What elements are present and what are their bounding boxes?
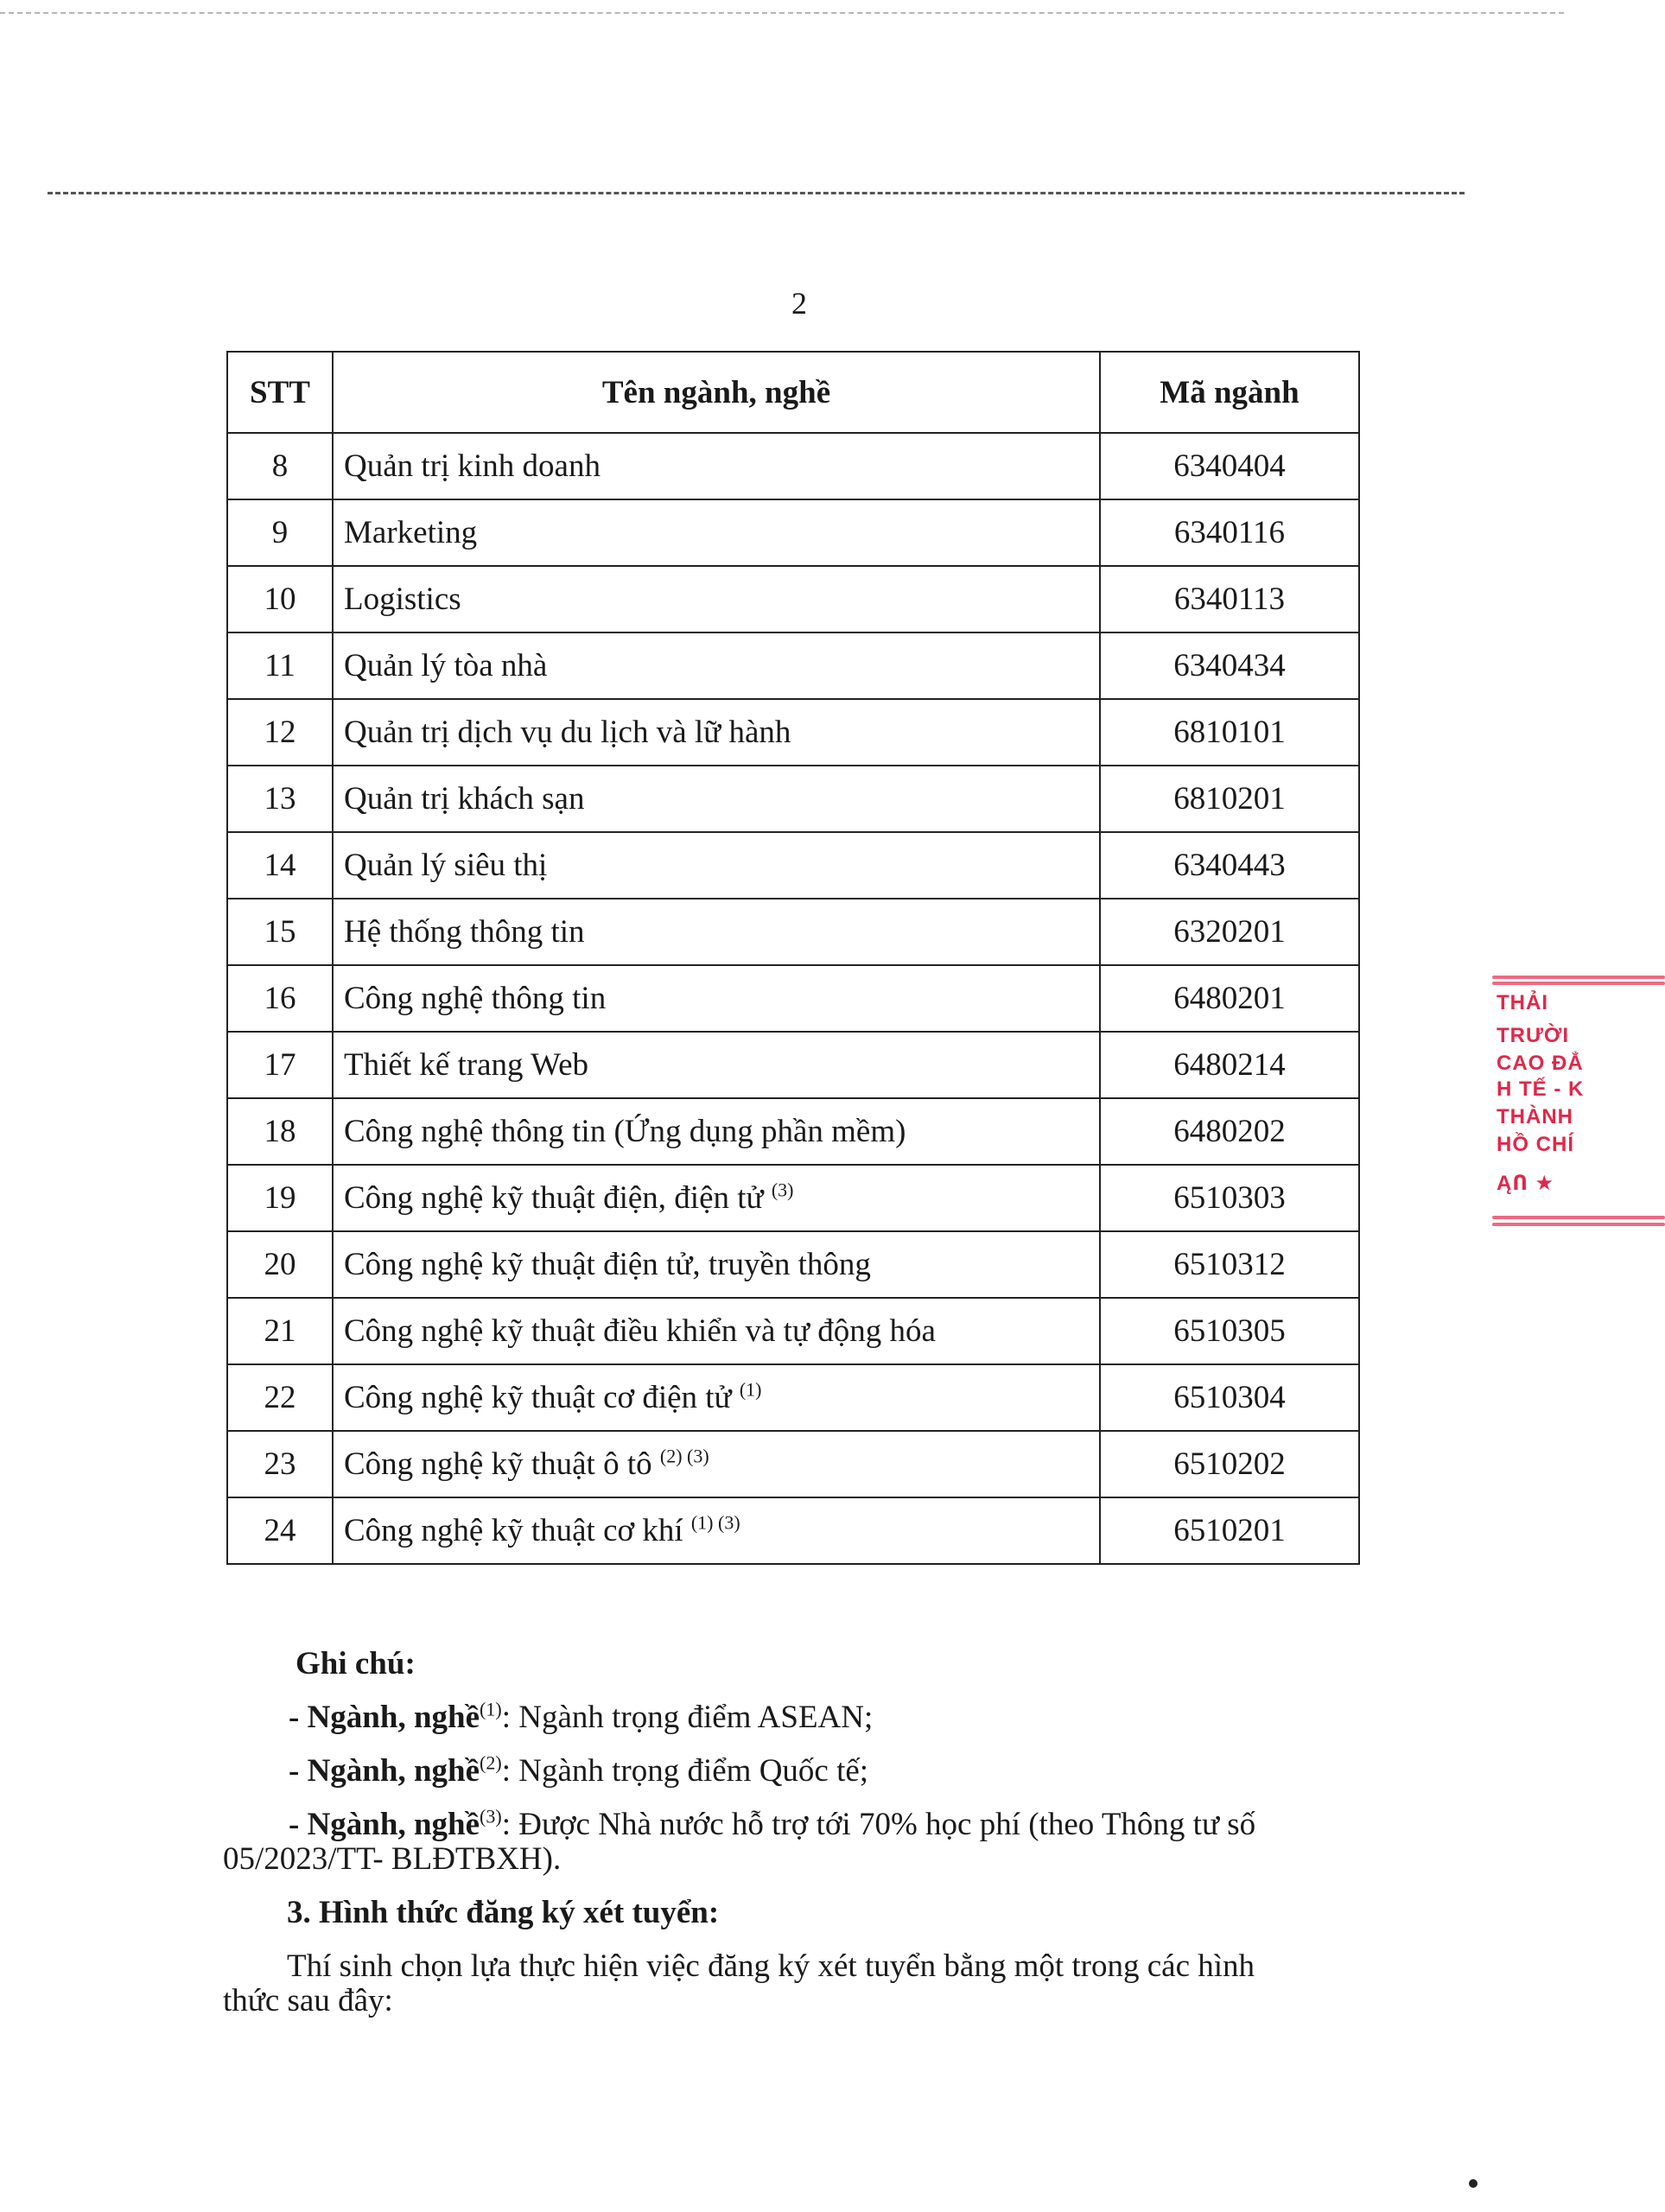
note-text: : Ngành trọng điểm Quốc tế;	[501, 1753, 869, 1789]
table-row	[227, 1231, 1359, 1298]
row-stt	[227, 1032, 333, 1098]
row-code-value: 6480201	[1173, 981, 1286, 1016]
table-row	[227, 433, 1359, 499]
row-name-value: Quản lý tòa nhà	[344, 648, 548, 683]
row-stt-value: 17	[264, 1047, 296, 1083]
table-row	[227, 1165, 1359, 1231]
stamp-text: THÀNH	[1497, 1105, 1573, 1128]
table-row	[227, 1497, 1359, 1564]
row-stt-value: 10	[264, 582, 296, 617]
row-name	[333, 1231, 1100, 1298]
row-footnote-marker: (1) (3)	[690, 1511, 740, 1534]
row-code	[1100, 1032, 1359, 1098]
row-stt-value: 8	[271, 448, 289, 484]
row-name-value: Công nghệ thông tin (Ứng dụng phần mềm)	[344, 1114, 906, 1149]
row-name-value: Công nghệ kỹ thuật điện tử, truyền thông	[344, 1247, 871, 1282]
row-code-value: 6340443	[1173, 848, 1286, 883]
row-stt	[227, 1231, 333, 1298]
row-name-value: Công nghệ kỹ thuật cơ khí	[344, 1513, 683, 1548]
row-stt	[227, 766, 333, 832]
row-stt-value: 16	[264, 981, 296, 1016]
row-stt-value: 9	[271, 515, 289, 550]
row-stt	[227, 499, 333, 566]
table-row	[227, 965, 1359, 1032]
header-stt: STT	[227, 352, 333, 433]
row-code	[1100, 499, 1359, 566]
row-name-value: Logistics	[344, 582, 461, 617]
row-name-value: Quản lý siêu thị	[344, 848, 548, 883]
row-name	[333, 1431, 1100, 1497]
page-number: 2	[791, 286, 807, 321]
stamp-text: TRƯỜI	[1497, 1024, 1570, 1047]
row-name	[333, 566, 1100, 632]
row-code	[1100, 1298, 1359, 1364]
row-name-value: Công nghệ kỹ thuật cơ điện tử	[344, 1380, 732, 1415]
row-code-value: 6340404	[1173, 448, 1286, 484]
row-code	[1100, 766, 1359, 832]
stamp-ring	[1492, 1216, 1665, 1219]
row-stt-value: 22	[264, 1380, 296, 1415]
row-code	[1100, 566, 1359, 632]
row-code-value: 6810201	[1173, 781, 1286, 817]
row-footnote-marker: (1)	[739, 1378, 762, 1401]
note-label: - Ngành, nghề	[289, 1807, 480, 1842]
stamp-text: CAO ĐẲ	[1497, 1052, 1584, 1075]
row-code	[1100, 433, 1359, 499]
table-row	[227, 1431, 1359, 1497]
row-code-value: 6480202	[1173, 1114, 1286, 1149]
row-name-value: Công nghệ kỹ thuật ô tô	[344, 1446, 652, 1482]
row-stt-value: 13	[264, 781, 296, 817]
row-name	[333, 1497, 1100, 1564]
table-row	[227, 832, 1359, 899]
row-name-value: Công nghệ kỹ thuật điện, điện tử	[344, 1180, 764, 1216]
row-code	[1100, 632, 1359, 699]
row-name-value: Quản trị kinh doanh	[344, 448, 601, 484]
note-label: - Ngành, nghề	[289, 1700, 480, 1735]
table-row	[227, 1098, 1359, 1165]
row-code	[1100, 699, 1359, 766]
notes-title: Ghi chú:	[296, 1646, 416, 1681]
table-row	[227, 766, 1359, 832]
note-item-1	[216, 1691, 1339, 1745]
scan-dot	[1469, 2179, 1478, 2188]
note-sup: (3)	[480, 1805, 502, 1827]
row-code-value: 6340116	[1173, 515, 1286, 550]
row-code	[1100, 1431, 1359, 1497]
row-name-value: Quản trị dịch vụ du lịch và lữ hành	[344, 715, 791, 750]
row-code-value: 6510305	[1173, 1313, 1286, 1349]
header-name: Tên ngành, nghề	[333, 352, 1100, 433]
row-stt-value: 18	[264, 1114, 296, 1149]
note-text: : Ngành trọng điểm ASEAN;	[501, 1700, 874, 1735]
row-stt	[227, 899, 333, 965]
row-footnote-marker: (2) (3)	[659, 1445, 709, 1467]
row-code	[1100, 1165, 1359, 1231]
row-name-value: Marketing	[344, 515, 478, 550]
row-code-value: 6510202	[1173, 1446, 1286, 1482]
table-row	[227, 499, 1359, 566]
row-name	[333, 699, 1100, 766]
row-name-value: Công nghệ thông tin	[344, 981, 607, 1016]
row-code	[1100, 832, 1359, 899]
section-paragraph: Thí sinh chọn lựa thực hiện việc đăng ký xét tuyển bằng một trong các hình	[287, 1948, 1255, 1984]
stamp-text: THẢI	[1497, 991, 1548, 1014]
official-stamp	[1476, 972, 1585, 1240]
scan-artifact-line	[48, 192, 1465, 194]
row-name-value: Công nghệ kỹ thuật điều khiển và tự động hóa	[344, 1313, 936, 1349]
row-name	[333, 1298, 1100, 1364]
row-stt-value: 11	[264, 648, 296, 683]
row-stt	[227, 566, 333, 632]
row-stt	[227, 1098, 333, 1165]
table-row	[227, 1032, 1359, 1098]
row-code-value: 6510312	[1173, 1247, 1286, 1282]
row-stt-value: 21	[264, 1313, 296, 1349]
stamp-ring	[1492, 1223, 1665, 1226]
majors-table	[226, 351, 1360, 1565]
row-stt-value: 19	[264, 1180, 296, 1216]
row-stt	[227, 433, 333, 499]
row-name	[333, 1364, 1100, 1431]
row-name	[333, 965, 1100, 1032]
row-stt-value: 12	[264, 715, 296, 750]
table-row	[227, 632, 1359, 699]
row-stt	[227, 965, 333, 1032]
row-code	[1100, 1364, 1359, 1431]
row-footnote-marker: (3)	[771, 1179, 794, 1201]
table-row	[227, 1298, 1359, 1364]
stamp-ring	[1492, 982, 1665, 985]
notes-section	[216, 1637, 1339, 2028]
note-item-2	[216, 1745, 1339, 1798]
row-stt-value: 15	[264, 914, 296, 950]
row-name	[333, 433, 1100, 499]
note-sup: (2)	[480, 1751, 502, 1774]
row-code	[1100, 1098, 1359, 1165]
table-row	[227, 899, 1359, 965]
note-sup: (1)	[480, 1698, 502, 1720]
stamp-text: H TẾ - K	[1497, 1077, 1585, 1101]
row-name-value: Hệ thống thông tin	[344, 914, 585, 950]
row-name-value: Thiết kế trang Web	[344, 1047, 588, 1083]
row-name	[333, 632, 1100, 699]
row-code-value: 6510201	[1173, 1513, 1286, 1548]
row-code	[1100, 1497, 1359, 1564]
table-row	[227, 699, 1359, 766]
row-name	[333, 899, 1100, 965]
row-code	[1100, 965, 1359, 1032]
row-code-value: 6810101	[1173, 715, 1286, 750]
section-paragraph-continuation: thức sau đây:	[223, 1983, 393, 2018]
row-stt	[227, 1298, 333, 1364]
row-code-value: 6480214	[1173, 1047, 1286, 1083]
row-stt-value: 20	[264, 1247, 296, 1282]
row-stt	[227, 1165, 333, 1231]
row-stt-value: 14	[264, 848, 296, 883]
row-code-value: 6510303	[1173, 1180, 1286, 1216]
row-code-value: 6340434	[1173, 648, 1286, 683]
row-name	[333, 1032, 1100, 1098]
row-stt	[227, 1431, 333, 1497]
table-header-row	[227, 352, 1359, 433]
note-label: - Ngành, nghề	[289, 1753, 480, 1789]
row-name	[333, 499, 1100, 566]
note-item-3-continuation: 05/2023/TT- BLĐTBXH).	[223, 1841, 562, 1877]
row-name	[333, 1098, 1100, 1165]
table-row	[227, 566, 1359, 632]
row-code-value: 6340113	[1173, 582, 1286, 617]
row-code-value: 6320201	[1173, 914, 1286, 950]
row-stt	[227, 632, 333, 699]
row-stt	[227, 832, 333, 899]
row-stt	[227, 1497, 333, 1564]
row-stt-value: 24	[264, 1513, 296, 1548]
stamp-text: ĄՈ ★	[1497, 1172, 1555, 1195]
row-stt-value: 23	[264, 1446, 296, 1482]
row-code	[1100, 899, 1359, 965]
row-stt	[227, 1364, 333, 1431]
table-row	[227, 1364, 1359, 1431]
row-stt	[227, 699, 333, 766]
row-code	[1100, 1231, 1359, 1298]
header-code: Mã ngành	[1100, 352, 1359, 433]
stamp-ring	[1492, 976, 1665, 979]
row-name	[333, 832, 1100, 899]
note-text: : Được Nhà nước hỗ trợ tới 70% học phí (theo Thông tư số	[501, 1807, 1256, 1842]
section-heading: 3. Hình thức đăng ký xét tuyển:	[287, 1895, 720, 1930]
stamp-text: HỒ CHÍ	[1497, 1133, 1574, 1156]
row-code-value: 6510304	[1173, 1380, 1286, 1415]
row-name-value: Quản trị khách sạn	[344, 781, 585, 817]
row-name	[333, 766, 1100, 832]
scan-artifact-top	[0, 12, 1564, 14]
row-name	[333, 1165, 1100, 1231]
